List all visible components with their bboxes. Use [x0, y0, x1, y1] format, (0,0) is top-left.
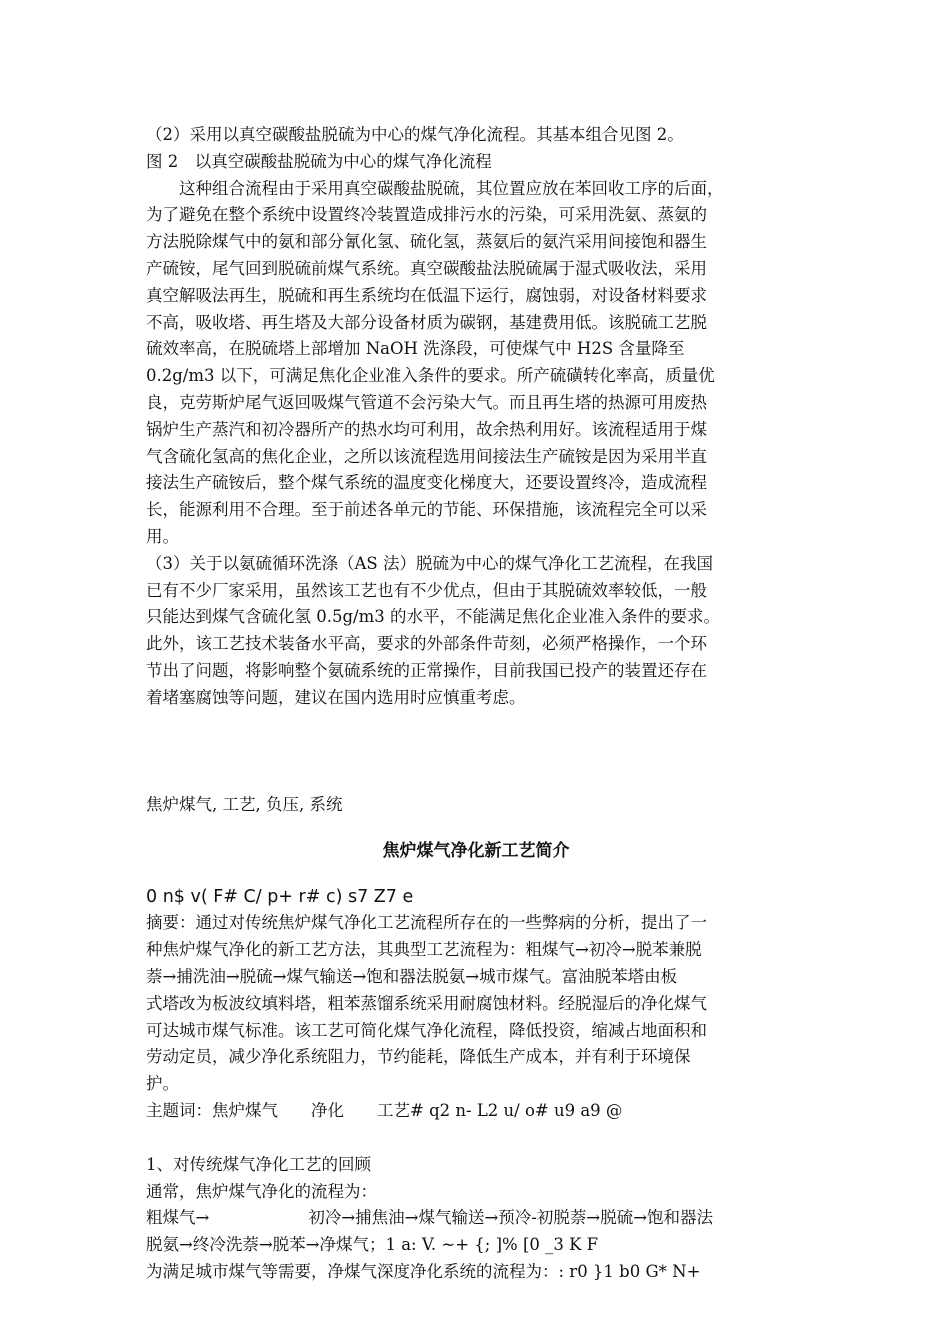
text-line: 此外，该工艺技术装备水平高，要求的外部条件苛刻，必须严格操作，一个环	[146, 634, 707, 654]
text-line: 硫效率高，在脱硫塔上部增加 NaOH 洗涤段，可使煤气中 H2S 含量降至	[146, 339, 685, 359]
text-line: 接法生产硫铵后，整个煤气系统的温度变化梯度大，还要设置终冷，造成流程	[146, 473, 707, 493]
text-line: 着堵塞腐蚀等问题，建议在国内选用时应慎重考虑。	[146, 687, 526, 707]
text-line: 良，克劳斯炉尾气返回吸煤气管道不会污染大气。而且再生塔的热源可用废热	[146, 392, 707, 412]
text-line: 可达城市煤气标准。该工艺可简化煤气净化流程，降低投资，缩减占地面积和	[146, 1020, 707, 1040]
text-line: 通常，焦炉煤气净化的流程为：	[146, 1181, 377, 1201]
text-line: 式塔改为板波纹填料塔，粗苯蒸馏系统采用耐腐蚀材料。经脱湿后的净化煤气	[146, 993, 707, 1013]
abstract	[146, 910, 806, 1098]
text-line: 种焦炉煤气净化的新工艺方法，其典型工艺流程为：粗煤气→初冷→脱苯兼脱	[146, 940, 702, 960]
text-line: 为满足城市煤气等需要，净煤气深度净化系统的流程为：: r0 }1 b0 G* N+	[146, 1261, 701, 1281]
section-1-body	[146, 1179, 806, 1286]
text-line: 这种组合流程由于采用真空碳酸盐脱硫，其位置应放在苯回收工序的后面，	[179, 178, 724, 198]
section-heading: 1、对传统煤气净化工艺的回顾	[146, 1154, 371, 1174]
blank-line	[146, 1125, 806, 1152]
text-line: 长，能源利用不合理。至于前述各单元的节能、环保措施，该流程完全可以采	[146, 500, 707, 520]
text-line: 脱氨→终冷洗萘→脱苯→净煤气；1 a: V. ~+ {; ]% [0 _3 K F	[146, 1235, 599, 1255]
figure-caption: 图 2 以真空碳酸盐脱硫为中心的煤气净化流程	[146, 151, 492, 171]
text-line: 气含硫化氢高的焦化企业，之所以该流程选用间接法生产硫铵是因为采用半直	[146, 446, 707, 466]
text-line: 只能达到煤气含硫化氢 0.5g/m3 的水平，不能满足焦化企业准入条件的要求。	[146, 607, 720, 627]
text-line: 方法脱除煤气中的氨和部分氰化氢、硫化氢，蒸氨后的氨汽采用间接饱和器生	[146, 232, 707, 252]
text-line: 摘要：通过对传统焦炉煤气净化工艺流程所存在的一些弊病的分析，提出了一	[146, 913, 707, 933]
text-line: 产硫铵，尾气回到脱硫前煤气系统。真空碳酸盐法脱硫属于湿式吸收法，采用	[146, 258, 707, 278]
article-title: 焦炉煤气净化新工艺简介	[382, 841, 570, 862]
paragraph-as-process	[146, 551, 806, 712]
keywords-line: 焦炉煤气, 工艺, 负压, 系统	[146, 794, 343, 814]
text-line: 0.2g/m3 以下，可满足焦化企业准入条件的要求。所产硫磺转化率高，质量优	[146, 366, 715, 386]
text-line: 已有不少厂家采用，虽然该工艺也有不少优点，但由于其脱硫效率较低，一般	[146, 580, 707, 600]
text-line: 护。	[146, 1074, 179, 1094]
paragraph-combination-flow	[146, 176, 806, 551]
garbled-text-line: 0 n$ v( F# C/ p+ r# c) s7 Z7 e	[146, 887, 414, 908]
text-line: 真空解吸法再生，脱硫和再生系统均在低温下运行，腐蚀弱，对设备材料要求	[146, 285, 707, 305]
text-line: 劳动定员，减少净化系统阻力，节约能耗，降低生产成本，并有利于环境保	[146, 1047, 691, 1067]
text-line: 萘→捕洗油→脱硫→煤气输送→饱和器法脱氨→城市煤气。富油脱苯塔由板	[146, 966, 678, 986]
paragraph-2-intro: （2）采用以真空碳酸盐脱硫为中心的煤气净化流程。其基本组合见图 2。	[146, 125, 684, 144]
text-line: 为了避免在整个系统中设置终冷装置造成排污水的污染，可采用洗氨、蒸氨的	[146, 205, 707, 225]
text-line: 不高，吸收塔、再生塔及大部分设备材质为碳钢，基建费用低。该脱硫工艺脱	[146, 312, 707, 332]
text-line: 用。	[146, 526, 179, 546]
text-line: （3）关于以氨硫循环洗涤（AS 法）脱硫为中心的煤气净化工艺流程，在我国	[146, 553, 713, 573]
subject-words: 主题词：焦炉煤气 净化 工艺# q2 n- L2 u/ o# u9 a9 @	[146, 1100, 623, 1120]
text-line: 粗煤气→ 初冷→捕焦油→煤气输送→预冷-初脱萘→脱硫→饱和器法	[146, 1208, 714, 1228]
text-line: 锅炉生产蒸汽和初冷器所产的热水均可利用，故余热利用好。该流程适用于煤	[146, 419, 707, 439]
text-line: 节出了问题，将影响整个氨硫系统的正常操作，目前我国已投产的装置还存在	[146, 660, 707, 680]
document-body	[146, 122, 806, 1286]
